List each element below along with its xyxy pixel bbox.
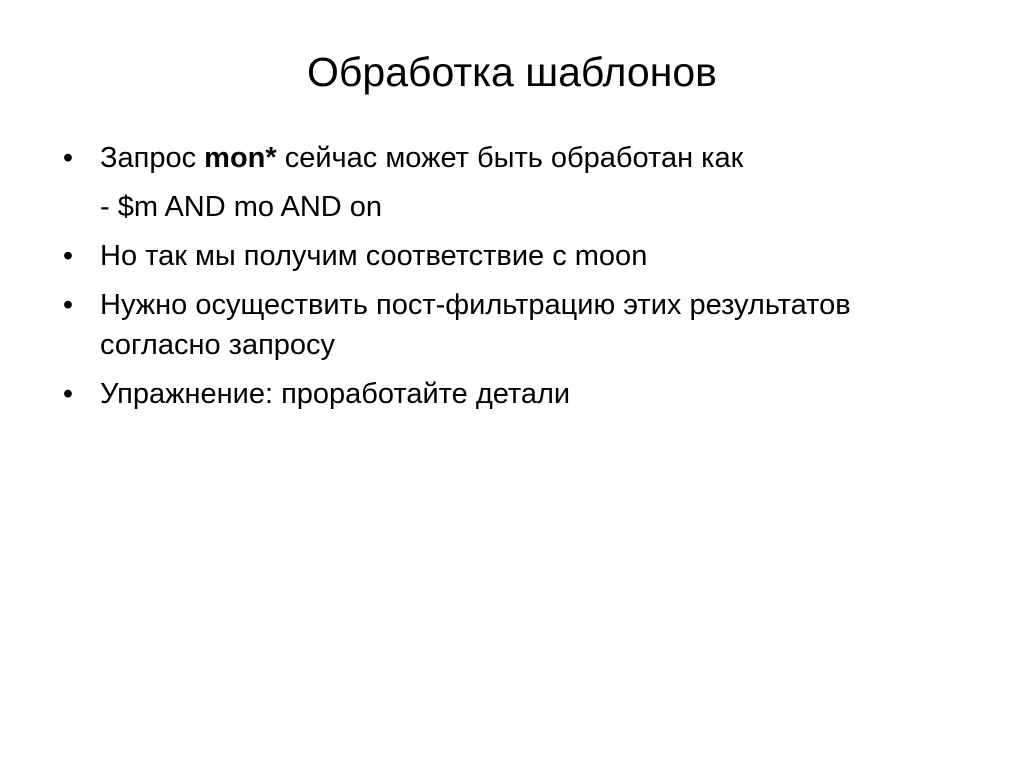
bullet-marker: • [62,378,74,410]
bullet-item-3 [58,285,958,365]
bullet-text-before: Запрос [100,142,205,174]
bullet-item-2 [58,236,958,276]
bullet-text-bold: mon* [204,142,277,174]
bullet-text: Но так мы получим соответствие с moon [100,240,648,272]
slide-title: Обработка шаблонов [307,49,717,95]
bullet-marker: • [62,240,74,272]
bullet-item-1 [58,138,958,227]
bullet-continuation: - $m AND mo AND on [100,191,383,223]
bullet-text: Упражнение: проработайте детали [100,378,571,410]
bullet-item-4 [58,374,958,414]
bullet-marker: • [62,142,74,174]
bullet-list [58,138,958,423]
bullet-text: Нужно осуществить пост-фильтрацию этих результатов согласно запросу [100,289,851,361]
bullet-marker: • [62,289,74,321]
bullet-text-after: сейчас может быть обработан как [276,142,744,174]
